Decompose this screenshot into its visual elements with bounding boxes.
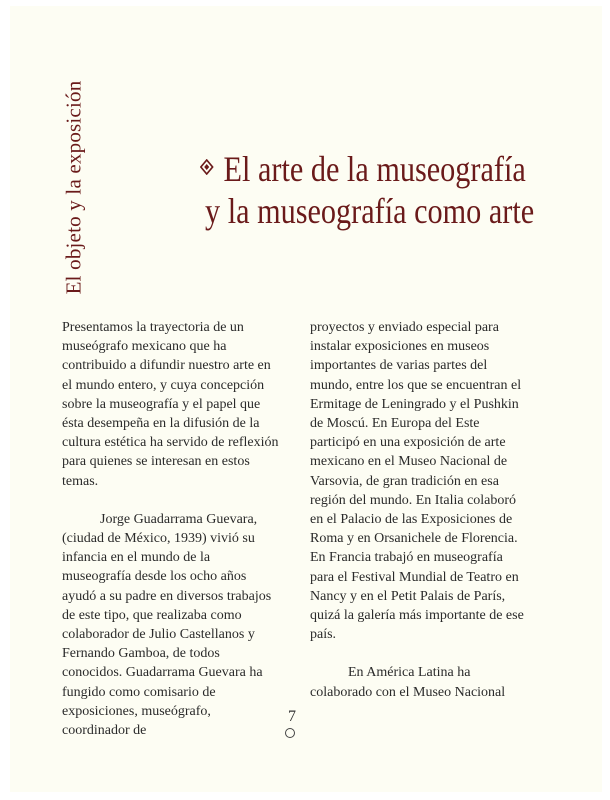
title-line-2: y la museografía como arte [205,191,535,231]
page-number: 7 [288,708,296,725]
diamond-bullet-icon [200,159,213,175]
body-paragraph: Jorge Guadarrama Guevara, (ciudad de México, 1939) vivió su infancia en el mundo de la museografía desde los ocho años ayudó a su padre en diversos trabajos de este tipo, que realizaba como colaborador de Julio Castellanos y Fernando Gamboa, de todos conocidos. Guadarrama Guevara ha fungido como comisario de exposiciones, museógrafo, coordinador de [62,511,272,739]
page-ornament-icon [285,728,295,738]
section-label-text: El objeto y la exposición [61,80,86,295]
right-column [310,318,525,702]
body-paragraph-continued: proyectos y enviado especial para instalar exposiciones en museos importantes de varias partes del mundo, entre los que se encuentran el Ermitage de Leningrado y el Pushkin de Moscú. En Europa del Este participó en una exposición de arte mexicano en el Museo Nacional de Varsovia, de gran tradición en esa región del mundo. En Italia colaboró en el Palacio de las Exposiciones de Roma y en Orsanichele de Florencia. En Francia trabajó en museografía para el Festival Mundial de Teatro en Nancy y en el Petit Palais de París, quizá la galería más importante de ese país. [310,320,524,643]
article-title [200,148,540,232]
intro-paragraph: Presentamos la trayectoria de un museógrafo mexicano que ha contribuido a difundir nuestro arte en el mundo entero, y cuya concepción sobre la museografía y el papel que ésta desempeña en la difusión de la cultura estética ha servido de reflexión para quienes se interesan en estos temas. [62,320,279,489]
section-label [56,80,92,295]
title-line-1-text: El arte de la museografía [223,149,526,189]
left-column [62,318,282,740]
title-line-1 [200,148,526,190]
body-paragraph: En América Latina ha colaborado con el Museo Nacional [310,665,506,700]
